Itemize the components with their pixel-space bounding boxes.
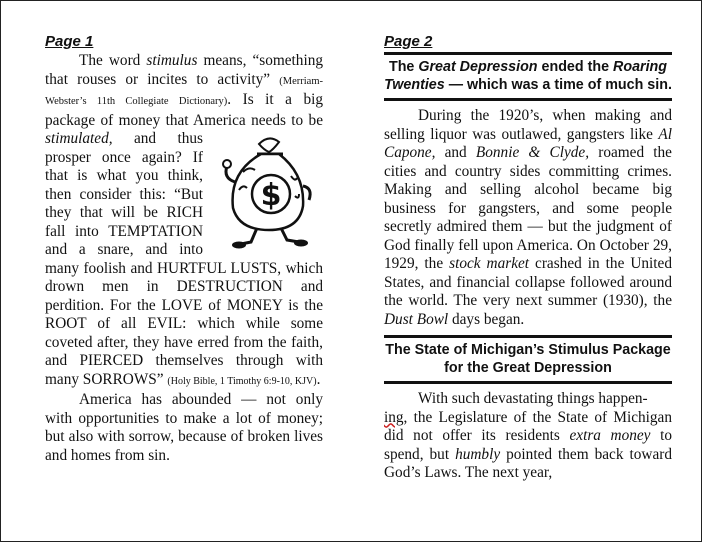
text-run-italic: Dust Bowl [384, 310, 449, 328]
text-run: pointed them back toward God’s Laws. The next year, [384, 445, 672, 481]
text-run: During the 1920’s, when making and selling liquor was outlawed, gangsters like [384, 107, 672, 143]
text-run-italic: stimulus [146, 52, 198, 69]
heading-run: — which was a time of much sin. [444, 77, 672, 93]
text-run-italic: extra money [569, 427, 651, 444]
page-1-label: Page 1 [45, 33, 94, 50]
text-run-italic: humbly [455, 445, 501, 463]
dollar-sign-symbol: $ [260, 178, 282, 213]
heading-run-italic: Great Depression [418, 59, 538, 75]
text-run-italic: Al Capone, [384, 125, 672, 161]
page-2-column [384, 33, 672, 483]
page-1-column [45, 33, 323, 465]
page-1-paragraph-2: America has abounded — not only with opportunities to make a lot of money; but also with sorrow, because of broken lives and homes from sin. [45, 391, 323, 464]
text-run: means, “something that rouses or incites to activity” [45, 52, 324, 88]
section-heading-great-depression [384, 52, 672, 101]
text-run: , the Legislature of the State of Michigan did not offer its residents [384, 408, 672, 444]
citation-merriam-webster: (Merriam-Webster’s 11th Collegiate Dictionary) [45, 75, 323, 107]
heading-run: ended the [537, 59, 614, 75]
heading-run-italic: Roaring Twenties [384, 59, 668, 93]
text-run: and thus prosper once again? If that is what you think, then consider this: “But they that will be RICH fall into TEMPTATION and a snare, and into many foolish and HURTFUL LUSTS, which drown men in DESTRUCTION and perdition. For the LOVE of MONEY is the ROOT of all EVIL: which while some coveted after, they have erred from the faith, and PIERCED themselves through with many SORROWS” [45, 130, 323, 388]
text-run-italic: stimulated, [45, 130, 113, 147]
page-2-paragraph-1 [384, 107, 672, 329]
text-run: crashed in the United States, and financial collapse followed around the world. The very next summer (1930), the [384, 255, 672, 309]
citation-bible: (Holy Bible, 1 Timothy 6:9-10, KJV) [167, 375, 317, 387]
money-bag-character-icon [209, 132, 329, 252]
spellcheck-flagged-word: ing [384, 408, 404, 426]
text-run: and [435, 144, 476, 161]
section-heading-michigan-stimulus: The State of Michigan’s Stimulus Package for the Great Depression [384, 335, 672, 384]
text-run: . [316, 370, 321, 388]
text-run: to spend, but [384, 427, 672, 463]
page-2-paragraph-2 [384, 390, 672, 483]
text-run-italic: Bonnie & Clyde, [475, 144, 590, 161]
heading-run: The [388, 59, 419, 75]
text-run: . Is it a big package of money that America needs to be [45, 91, 323, 129]
page-1-paragraph-1 [45, 52, 323, 391]
text-run: days began. [448, 310, 525, 328]
text-run-italic: stock market [449, 255, 530, 272]
text-run: With such devastating things happen- [418, 390, 648, 407]
text-run: The word [79, 52, 147, 69]
text-run: roamed the cities and country sides committing crimes. Making and selling alcohol became big business for gangsters, and some people secretly admired them — but the judgment of God finally fell upon America. On October 29, 1929, the [384, 144, 672, 272]
page-2-label: Page 2 [384, 33, 433, 50]
